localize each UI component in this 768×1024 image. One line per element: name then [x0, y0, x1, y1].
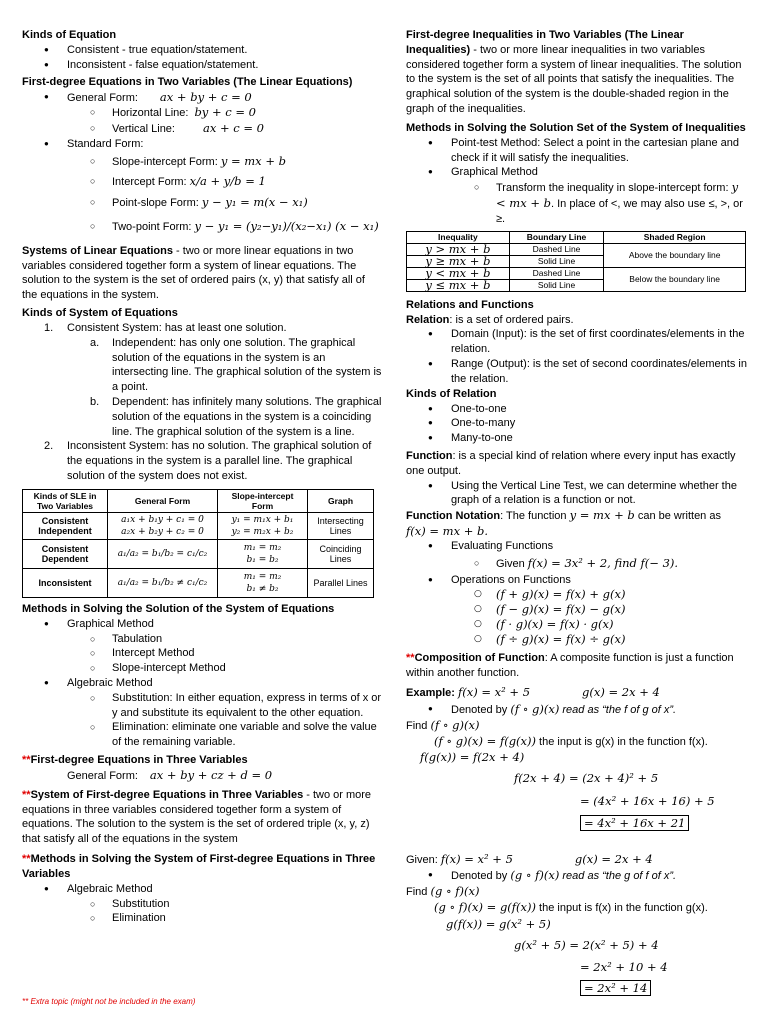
inequality-table [406, 231, 746, 292]
table-row: Inconsistent a₁/a₂ = b₁/b₂ ≠ c₁/c₂ m₁ = m₂ b₁ ≠ b₂ Parallel Lines [23, 568, 374, 597]
kinds-of-equation-heading: Kinds of Equation [22, 29, 117, 41]
list-item: ○ Slope-intercept Method [22, 661, 382, 676]
table-row: y < mx + b Dashed Line Below the boundary line [407, 267, 746, 279]
step-line: f(g(x)) = f(2x + 4) [420, 750, 525, 765]
list-item: ● Using the Vertical Line Test, we can determine whether the graph of a relation is a function or not. [406, 479, 751, 509]
list-item: ● Many-to-one [406, 431, 751, 446]
given-line: Given: f(x) = x² + 5 g(x) = 2x + 4 [406, 852, 653, 867]
step-line-boxed: = 4x² + 16x + 21 [406, 812, 751, 835]
find-line: Find (f ∘ g)(x) [406, 717, 480, 732]
list-item: ● Consistent - true equation/statement. [22, 43, 382, 58]
relation-definition: Relation: is a set of ordered pairs. [406, 313, 574, 326]
step-line-boxed: = 2x² + 14 [406, 977, 751, 1000]
list-item: ● One-to-many [406, 416, 751, 431]
table-header-row: Inequality Boundary Line Shaded Region [407, 231, 746, 243]
horizontal-line-item: ○ Horizontal Line: by + c = 0 [22, 105, 382, 121]
list-item: ● Graphical Method [406, 165, 751, 180]
list-item: ○ Elimination [22, 911, 382, 926]
list-item: ● One-to-one [406, 402, 751, 417]
two-point-item: ○ Two-point Form: y − y₁ = (y₂−y₁)/(x₂−x₁) (x − x₁) [22, 213, 382, 240]
vertical-line-item: ○ Vertical Line: ax + c = 0 [22, 121, 382, 137]
list-item: ● Range (Output): is the set of second coordinates/elements in the relation. [406, 357, 751, 387]
table-row: Consistent Independent a₁x + b₁y + c₁ = 0 a₂x + b₂y + c₂ = 0 y₁ = m₁x + b₁ y₂ = m₂x + b₂ Intersecting Lines [23, 512, 374, 539]
kinds-of-system-heading: Kinds of System of Equations [22, 306, 178, 319]
methods-three-heading: **Methods in Solving the System of First-degree Equations in Three Variables [22, 852, 376, 880]
list-item: ● Graphical Method [22, 617, 382, 632]
list-item: ○ Intercept Method [22, 646, 382, 661]
three-general-form: General Form: ax + by + cz + d = 0 [67, 767, 273, 782]
list-item: ○ Transform the inequality in slope-intercept form: y < mx + b. In place of <, we may also use ≤, >, or ≥. [406, 180, 751, 226]
table-row: Consistent Dependent a₁/a₂ = b₁/b₂ = c₁/c₂ m₁ = m₂ b₁ = b₂ Coinciding Lines [23, 539, 374, 568]
list-item: ○ Given f(x) = 3x² + 2, find f(− 3). [406, 554, 751, 573]
list-item: ● Point-test Method: Select a point in the cartesian plane and check if it will satisfy the inequalities. [406, 136, 751, 166]
step-line: (f ∘ g)(x) = f(g(x)) the input is g(x) in the function f(x). [434, 733, 708, 748]
step-line: = (4x² + 16x + 16) + 5 [580, 794, 715, 809]
list-item: ● Algebraic Method [22, 882, 382, 897]
list-item: ● Denoted by (g ∘ f)(x) read as “the g of f of x”. [406, 868, 751, 884]
step-line: g(f(x)) = g(x² + 5) [446, 916, 551, 931]
general-form-equation: ax + by + c = 0 [159, 89, 252, 104]
table-header-row: Kinds of SLE in Two Variables General Form Slope-intercept Form Graph [23, 489, 374, 512]
sle-table [22, 489, 374, 598]
list-item: ● Algebraic Method [22, 676, 382, 691]
list-item: ○ (f ÷ g)(x) = f(x) ÷ g(x) [406, 632, 751, 647]
methods-heading: Methods in Solving the Solution of the System of Equations [22, 602, 335, 615]
step-line: = 2x² + 10 + 4 [580, 959, 668, 974]
list-item: ○ (f + g)(x) = f(x) + g(x) [406, 587, 751, 602]
relations-heading: Relations and Functions [406, 298, 534, 311]
list-item: ● Inconsistent - false equation/statement. [22, 58, 382, 73]
function-notation: Function Notation: The function y = mx + b can be written as [406, 508, 721, 523]
inequalities-paragraph: First-degree Inequalities in Two Variables (The Linear Inequalities) - two or more linear inequalities in two variables considered together form a system of linear inequalities. The solution to the system is the set of all points that satisfy the inequalities. The graphical solution of the system is the double-shaded region in the graph of the inequalities. [406, 29, 742, 115]
methods-inequalities-heading: Methods in Solving the Solution Set of the System of Inequalities [406, 121, 746, 134]
first-degree-equations-heading: First-degree Equations in Two Variables (The Linear Equations) [22, 75, 353, 88]
independent-item: a. Independent: has only one solution. The graphical solution of the equations in the system is an intersecting line. The graphical solution of the system is a point. [90, 336, 382, 394]
table-row: y ≥ mx + b Solid Line [407, 255, 746, 267]
dependent-item: b. Dependent: has infinitely many solutions. The graphical solution of the equations in the system is a coinciding line. The graphical solution of the system is a line. [90, 395, 382, 438]
step-line: (g ∘ f)(x) = g(f(x)) the input is f(x) in the function g(x). [434, 899, 708, 914]
left-column [22, 28, 382, 926]
system-three-paragraph: **System of First-degree Equations in Three Variables - two or more equations in three variables considered together form a system of equations. The solution to the system is the set of ordered triple (x, y, z) that satisfy all of the equations in the system [22, 788, 372, 846]
consistent-system-item: 1. Consistent System: has at least one solution. [44, 321, 287, 334]
list-item: ● Denoted by (f ∘ g)(x) read as “the f of g of x”. [406, 702, 751, 718]
list-item: ● Domain (Input): is the set of first coordinates/elements in the relation. [406, 327, 751, 357]
find-line: Find (g ∘ f)(x) [406, 884, 480, 899]
list-item: ● Evaluating Functions [406, 539, 751, 554]
intercept-form-item: ○ Intercept Form: x/a + y/b = 1 [22, 171, 382, 192]
three-variables-heading: **First-degree Equations in Three Variables [22, 753, 248, 766]
table-row: y ≤ mx + b Solid Line [407, 279, 746, 291]
sle-paragraph: Systems of Linear Equations - two or more linear equations in two variables considered together form a system of linear equations. The solution to the system is the set of ordered pairs (x, y) that satisfy all of the equations in the system. [22, 244, 365, 302]
slope-intercept-item: ○ Slope-intercept Form: y = mx + b [22, 152, 382, 171]
list-item: ○ (f − g)(x) = f(x) − g(x) [406, 602, 751, 617]
step-line: g(x² + 5) = 2(x² + 5) + 4 [514, 937, 659, 952]
step-line: f(2x + 4) = (2x + 4)² + 5 [514, 771, 659, 786]
kinds-of-relation-heading: Kinds of Relation [406, 387, 497, 400]
right-column [406, 28, 751, 1000]
function-definition: Function: is a special kind of relation where every input has exactly one output. [406, 449, 736, 477]
list-item: ○ (f · g)(x) = f(x) · g(x) [406, 617, 751, 632]
inconsistent-system-item: 2. Inconsistent System: has no solution. The graphical solution of the equations in the system is a parallel line. The graphical solution of the system does not exist. [44, 440, 372, 482]
list-item: ○ Substitution: In either equation, express in terms of x or y and substitute its equivalent to the other equation. [22, 691, 382, 721]
list-item: ○ Elimination: eliminate one variable and solve the value of the remaining variable. [22, 720, 382, 750]
list-item: ● Operations on Functions [406, 573, 751, 588]
standard-form-item: ● Standard Form: [22, 137, 382, 152]
general-form-item: ● General Form: ax + by + c = 0 [22, 90, 382, 106]
point-slope-item: ○ Point-slope Form: y − y₁ = m(x − x₁) [22, 192, 382, 213]
example-line: Example: f(x) = x² + 5 g(x) = 2x + 4 [406, 684, 660, 699]
list-item: ○ Substitution [22, 897, 382, 912]
table-row: y > mx + b Dashed Line Above the boundary line [407, 243, 746, 255]
list-item: ○ Tabulation [22, 632, 382, 647]
function-notation-eq: f(x) = mx + b. [406, 523, 489, 538]
composition-definition: **Composition of Function: A composite function is just a function within another function. [406, 652, 734, 680]
footnote: ** Extra topic (might not be included in the exam) [22, 997, 196, 1006]
